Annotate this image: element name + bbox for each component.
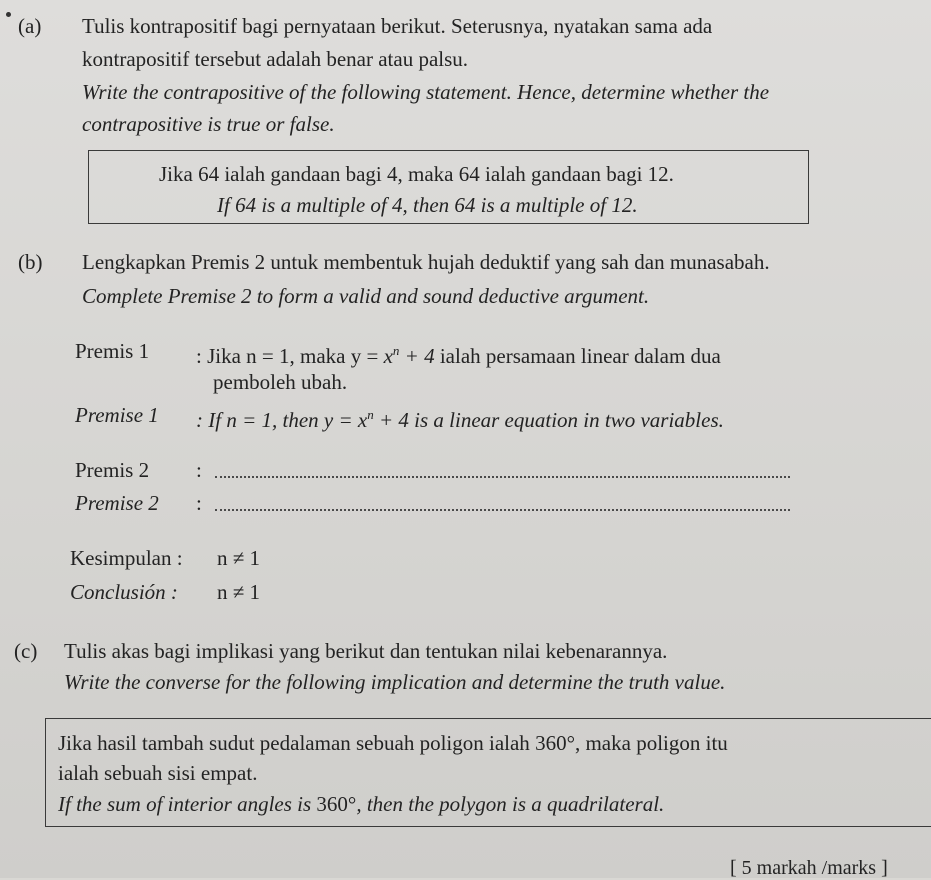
- conclusion-value: n ≠ 1: [217, 580, 261, 604]
- part-a-ms-line2: kontrapositif tersebut adalah benar atau palsu.: [82, 47, 469, 71]
- part-c-box-ms-line2: ialah sebuah sisi empat.: [58, 761, 258, 785]
- part-c-label: (c): [14, 639, 38, 663]
- part-c-ms-instruction: Tulis akas bagi implikasi yang berikut dan tentukan nilai kebenarannya.: [64, 639, 668, 663]
- kesimpulan-value: n ≠ 1: [217, 546, 261, 570]
- part-c-box-ms-pre: Jika hasil tambah sudut pedalaman sebuah poligon ialah: [58, 731, 536, 755]
- kesimpulan-label: Kesimpulan :: [70, 546, 183, 570]
- premis-1-text: [196, 339, 721, 368]
- premise-1-text: [196, 403, 724, 432]
- conclusion-label: Conclusión :: [70, 580, 178, 604]
- part-a-box-en: If 64 is a multiple of 4, then 64 is a multiple of 12.: [217, 193, 638, 217]
- premis-1-label: Premis 1: [75, 339, 150, 363]
- margin-dot: [6, 12, 11, 17]
- premise-2-answer-line[interactable]: [215, 509, 790, 511]
- premis-2-label: Premis 2: [75, 458, 150, 482]
- part-c-box-en-pre: If the sum of interior angles is: [58, 792, 317, 816]
- part-a-ms-line1: Tulis kontrapositif bagi pernyataan berikut. Seterusnya, nyatakan sama ada: [82, 14, 713, 38]
- part-a-en-line1: Write the contrapositive of the following statement. Hence, determine whether the: [82, 80, 770, 104]
- premis-1-line2: pemboleh ubah.: [213, 370, 348, 394]
- premise-1-label: Premise 1: [75, 403, 159, 427]
- part-b-label: (b): [18, 250, 43, 274]
- part-c-box-ms-line1: [58, 731, 728, 755]
- part-c-statement-box: [45, 718, 931, 827]
- part-b-ms-instruction: Lengkapkan Premis 2 untuk membentuk hujah deduktif yang sah dan munasabah.: [82, 250, 770, 274]
- premise-2-label: Premise 2: [75, 491, 159, 515]
- premise-1-pre: : If n = 1, then y =: [196, 408, 358, 432]
- part-a-statement-box: [88, 150, 809, 224]
- premis-1-pre: : Jika n = 1, maka y =: [196, 344, 384, 368]
- part-c-box-ms-post: , maka poligon itu: [574, 731, 728, 755]
- part-a-label: (a): [18, 14, 42, 38]
- part-c-en-instruction: Write the converse for the following implication and determine the truth value.: [64, 670, 726, 694]
- part-c-box-en: [58, 792, 664, 816]
- premis-2-answer-line[interactable]: [215, 476, 790, 478]
- part-a-en-line2: contrapositive is true or false.: [82, 112, 335, 136]
- part-c-angle-ms: 360°: [535, 731, 575, 755]
- premis-1-post: ialah persamaan linear dalam dua: [434, 344, 721, 368]
- premise-1-equation: $x^n + 4$: [357, 407, 409, 432]
- premise-1-post: is a linear equation in two variables.: [408, 408, 724, 432]
- part-c-angle-en: 360°: [316, 792, 357, 816]
- part-c-box-en-post: , then the polygon is a quadrilateral.: [356, 792, 665, 816]
- premis-1-equation: $x^n + 4$: [383, 343, 435, 368]
- marks-label: [ 5 markah /marks ]: [730, 857, 888, 879]
- part-b-en-instruction: Complete Premise 2 to form a valid and sound deductive argument.: [82, 284, 650, 308]
- part-a-box-ms: Jika 64 ialah gandaan bagi 4, maka 64 ialah gandaan bagi 12.: [159, 162, 674, 186]
- premise-2-colon: :: [196, 491, 202, 515]
- premis-2-colon: :: [196, 458, 202, 482]
